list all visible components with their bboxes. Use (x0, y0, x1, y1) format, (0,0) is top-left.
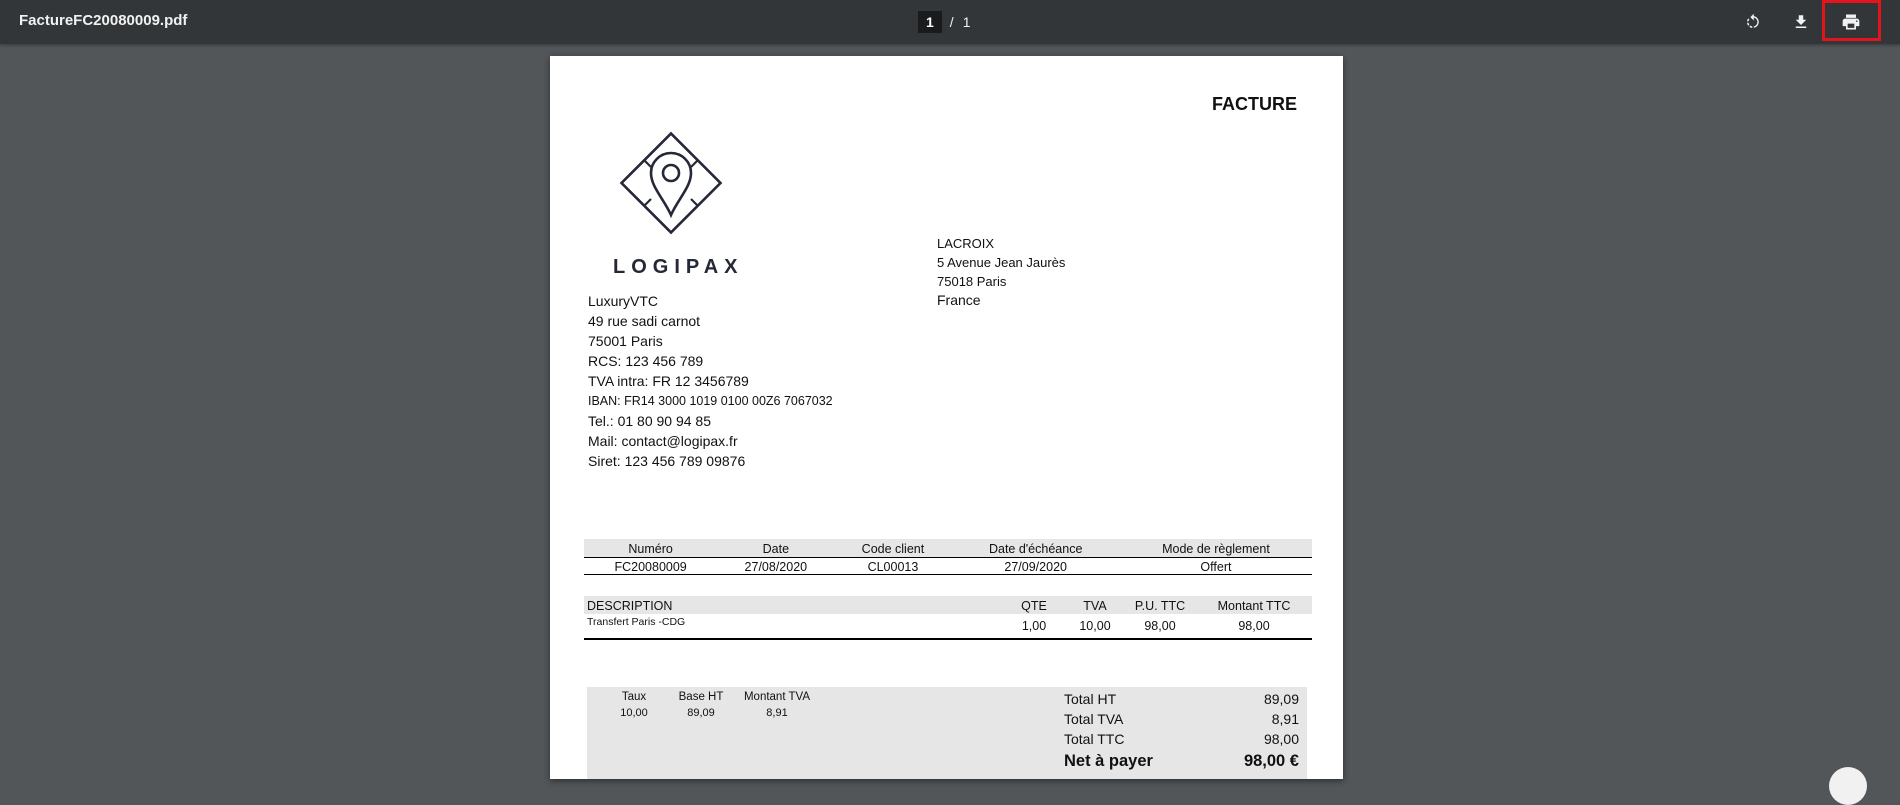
line-header-unit-price: P.U. TTC (1124, 596, 1196, 614)
meta-header-number: Numéro (584, 538, 717, 558)
line-header-qty: QTE (1002, 596, 1066, 614)
vat-breakdown-table (601, 687, 819, 719)
line-amount: 98,00 (1238, 619, 1270, 633)
pdf-page (550, 56, 1343, 779)
seller-city: 75001 Paris (588, 333, 663, 349)
seller-mail: Mail: contact@logipax.fr (588, 433, 738, 449)
line-qty: 1,00 (1021, 619, 1047, 633)
net-to-pay-row (1064, 748, 1299, 774)
total-ttc-value: 98,00 (1263, 731, 1299, 747)
invoice-meta-table (584, 537, 1312, 575)
print-button[interactable] (1836, 8, 1866, 36)
total-ttc-label: Total TTC (1064, 731, 1125, 747)
table-header-row (601, 687, 819, 703)
seller-address (588, 291, 833, 471)
invoice-lines-table (584, 596, 1312, 640)
page-number-input[interactable]: 1 (918, 11, 942, 33)
seller-street: 49 rue sadi carnot (588, 313, 701, 329)
total-tva-row (1064, 708, 1299, 728)
page-total: 1 (962, 14, 971, 30)
client-country: France (937, 292, 981, 308)
client-street: 5 Avenue Jean Jaurès (937, 255, 1066, 270)
total-ttc-row (1064, 728, 1299, 748)
vat-header-rate: Taux (621, 691, 647, 703)
pdf-toolbar (0, 0, 1900, 44)
table-row (601, 703, 819, 719)
rotate-icon (1744, 13, 1762, 31)
meta-client-code: CL00013 (834, 558, 951, 575)
line-header-tva: TVA (1066, 596, 1124, 614)
net-to-pay-label: Net à payer (1064, 752, 1153, 770)
totals-section (587, 687, 1307, 779)
page-indicator (918, 10, 970, 34)
floating-action-button[interactable] (1829, 767, 1867, 805)
print-icon (1841, 12, 1861, 32)
table-header-row (584, 538, 1312, 558)
net-to-pay-value: 98,00 € (1243, 752, 1299, 770)
seller-tva: TVA intra: FR 12 3456789 (588, 373, 749, 389)
vat-rate: 10,00 (620, 707, 648, 719)
line-tva: 10,00 (1079, 619, 1111, 633)
total-ht-row (1064, 688, 1299, 708)
meta-payment-mode: Offert (1120, 558, 1312, 575)
seller-tel: Tel.: 01 80 90 94 85 (588, 413, 711, 429)
logo-text: LOGIPAX (613, 256, 744, 278)
meta-number: FC20080009 (584, 558, 717, 575)
line-unit-price: 98,00 (1144, 619, 1176, 633)
seller-rcs: RCS: 123 456 789 (588, 353, 704, 369)
total-ht-label: Total HT (1064, 691, 1117, 707)
vat-amount: 8,91 (766, 707, 788, 719)
vat-header-amount: Montant TVA (743, 691, 811, 703)
vat-header-base: Base HT (678, 691, 724, 703)
total-tva-label: Total TVA (1064, 711, 1124, 727)
client-city: 75018 Paris (937, 274, 1007, 289)
meta-header-payment-mode: Mode de règlement (1120, 538, 1312, 558)
rotate-button[interactable] (1738, 8, 1768, 36)
client-address (937, 234, 1065, 310)
vat-base: 89,09 (687, 707, 715, 719)
line-description: Transfert Paris -CDG (587, 616, 686, 628)
line-header-amount: Montant TTC (1196, 596, 1312, 614)
meta-header-date: Date (717, 538, 834, 558)
page-separator: / (949, 14, 954, 30)
logo-icon (612, 129, 730, 241)
total-ht-value: 89,09 (1263, 691, 1299, 707)
totals-summary (1064, 688, 1299, 774)
meta-header-due-date: Date d'échéance (952, 538, 1120, 558)
seller-name: LuxuryVTC (588, 293, 659, 309)
download-icon (1792, 13, 1810, 31)
meta-due-date: 27/09/2020 (952, 558, 1120, 575)
meta-date: 27/08/2020 (717, 558, 834, 575)
meta-header-client-code: Code client (834, 538, 951, 558)
download-button[interactable] (1786, 8, 1816, 36)
total-tva-value: 8,91 (1271, 711, 1299, 727)
table-header-row (584, 596, 1312, 614)
document-title: FactureFC20080009.pdf (19, 12, 188, 29)
invoice-title: FACTURE (1212, 94, 1297, 114)
seller-iban: IBAN: FR14 3000 1019 0100 00Z6 7067032 (588, 394, 833, 408)
table-row (584, 558, 1312, 575)
seller-siret: Siret: 123 456 789 09876 (588, 453, 746, 469)
table-row (584, 614, 1312, 639)
line-header-description: DESCRIPTION (584, 596, 1002, 614)
client-name: LACROIX (937, 236, 995, 251)
